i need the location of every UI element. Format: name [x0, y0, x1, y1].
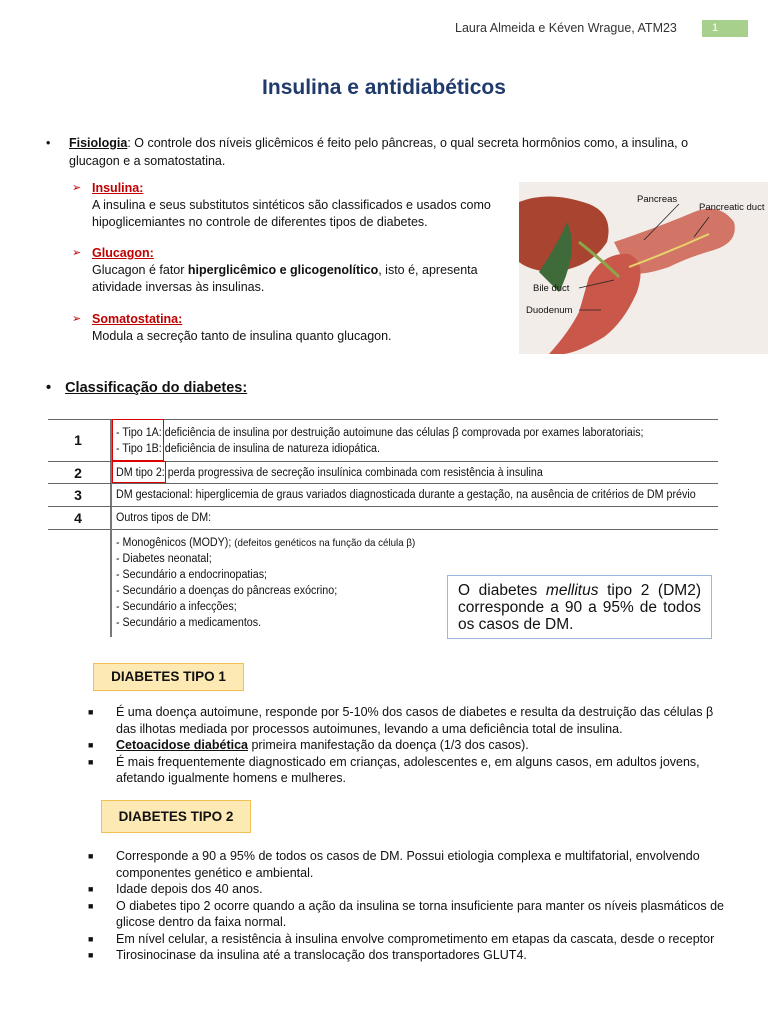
- table-cell: DM gestacional: hiperglicemia de graus variados diagnosticada durante a gestação, na ausência de critérios de DM prévio: [116, 489, 696, 501]
- highlight-box-tipo2: [112, 461, 166, 483]
- dm2-note-box: O diabetes mellitus tipo 2 (DM2) corresponde a 90 a 95% de todos os casos de DM.: [447, 575, 712, 639]
- arrow-bullet-icon: ➢: [72, 313, 82, 325]
- fisiologia-paragraph: [46, 134, 736, 170]
- highlight-box-tipo1: [112, 419, 164, 461]
- bullet-icon: •: [46, 380, 52, 396]
- tipo1-list: [88, 704, 723, 787]
- arrow-bullet-icon: ➢: [72, 247, 82, 259]
- list-item: ■ Tirosinocinase da insulina até a translocação dos transportadores GLUT4.: [88, 948, 527, 962]
- row-number: 2: [74, 465, 82, 481]
- label-pancreas: Pancreas: [637, 194, 678, 205]
- hormone-text: A insulina e seus substitutos sintéticos são classificados e usados como hipoglicemiantes no controle de diferentes tipos de diabetes.: [92, 198, 491, 229]
- header-author: Laura Almeida e Kéven Wrague, ATM23: [455, 21, 677, 35]
- mody-note: (defeitos genéticos na função da célula β): [234, 537, 416, 549]
- hormone-text: Glucagon é fator hiperglicêmico e glicogenolítico, isto é, apresenta atividade inversas às insulinas.: [92, 263, 478, 294]
- table-row: [48, 506, 718, 530]
- other-types-list: - Monogênicos (MODY); (defeitos genéticos na função da célula β) - Diabetes neonatal; - Secundário a endocrinopatias; - Secundário a doenças do pâncreas exócrino; - Secundário a infecções; - Secundário a medicamentos.: [116, 537, 416, 629]
- table-cell: - Tipo 1A: deficiência de insulina por destruição autoimune das células β comprovada por exames laboratoriais; - Tipo 1B: deficiência de insulina de natureza idiopática.: [116, 427, 644, 455]
- bullet-icon: •: [46, 136, 51, 150]
- page-number: 1: [702, 20, 748, 37]
- row-number: 1: [74, 432, 82, 448]
- table-cell: Outros tipos de DM:: [116, 512, 212, 524]
- hormone-somatostatina: [72, 311, 512, 345]
- hormone-glucagon: [72, 245, 512, 296]
- hormone-insulina: [72, 180, 512, 231]
- hormone-text: Modula a secreção tanto de insulina quanto glucagon.: [92, 329, 392, 343]
- list-item: ■ Em nível celular, a resistência à insulina envolve comprometimento em etapas da cascata, desde o receptor: [88, 931, 715, 946]
- tipo2-list: [88, 848, 728, 964]
- tipo2-label-box: DIABETES TIPO 2: [101, 800, 251, 833]
- row-number: 4: [74, 510, 82, 526]
- classification-heading: • Classificação do diabetes:: [46, 380, 248, 396]
- tipo1-label-box: DIABETES TIPO 1: [93, 663, 244, 691]
- arrow-bullet-icon: ➢: [72, 182, 82, 194]
- fisiologia-label: Fisiologia: [69, 136, 128, 150]
- fisiologia-text: : O controle dos níveis glicêmicos é feito pelo pâncreas, o qual secreta hormônios como, a insulina, o glucagon e a somatostatina.: [69, 136, 689, 168]
- hormone-name: Glucagon:: [92, 246, 154, 260]
- pancreas-illustration: [519, 182, 768, 354]
- list-item: ■ Corresponde a 90 a 95% de todos os casos de DM. Possui etiologia complexa e multifatorial, envolvendo componentes genético e ambiental.: [88, 849, 700, 880]
- label-bile-duct: Bile duct: [533, 283, 570, 294]
- hormone-name: Insulina:: [92, 181, 144, 195]
- list-item: ■ É uma doença autoimune, responde por 5-10% dos casos de diabetes e resulta da destruição das células β das ilhotas mediada por processos autoimunes, levando a uma deficiência total de insulina.: [88, 705, 714, 736]
- label-duodenum: Duodenum: [526, 305, 573, 316]
- hormone-name: Somatostatina:: [92, 312, 183, 326]
- table-row: [48, 483, 718, 506]
- label-pancreatic-duct: Pancreatic duct: [699, 202, 765, 213]
- list-item: ■ É mais frequentemente diagnosticado em crianças, adolescentes e, em alguns casos, em adultos jovens, afetando igualmente homens e mulheres.: [88, 754, 700, 785]
- page-title: Insulina e antidiabéticos: [262, 76, 506, 99]
- list-item: ■ Idade depois dos 40 anos.: [88, 882, 263, 896]
- pancreas-drawing: [519, 182, 768, 354]
- list-item: ■ O diabetes tipo 2 ocorre quando a ação da insulina se torna insuficiente para manter os níveis plasmáticos de glicose dentro da faixa normal.: [88, 898, 725, 929]
- list-item: ■ Cetoacidose diabética primeira manifestação da doença (1/3 dos casos).: [88, 738, 529, 752]
- table-cell: DM tipo 2: perda progressiva de secreção insulínica combinada com resistência à insulina: [116, 467, 543, 479]
- row-number: 3: [74, 487, 82, 503]
